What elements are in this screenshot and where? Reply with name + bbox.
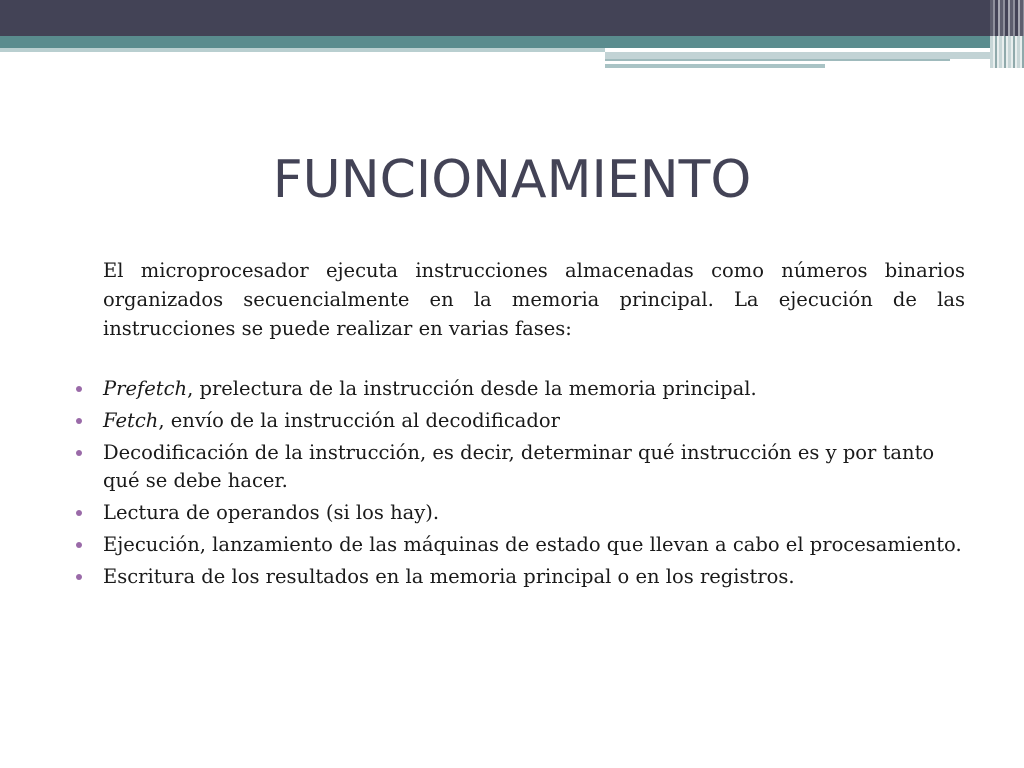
phase-list	[103, 375, 965, 595]
list-item	[103, 407, 965, 435]
header-bar-dark	[0, 0, 990, 36]
bullet-dot-icon	[76, 450, 82, 456]
list-item-italic: Prefetch	[103, 377, 188, 400]
header-stripes-dark	[990, 0, 1024, 36]
header-accent-line	[605, 59, 950, 61]
header-accent-bar	[605, 52, 990, 59]
list-item-text: Decodificación de la instrucción, es decir, determinar qué instrucción es y por tanto qué se debe hacer.	[103, 441, 935, 492]
bullet-dot-icon	[76, 418, 82, 424]
list-item	[103, 375, 965, 403]
list-item	[103, 531, 965, 559]
list-item-italic: Fetch	[103, 409, 159, 432]
bullet-dot-icon	[76, 542, 82, 548]
bullet-dot-icon	[76, 574, 82, 580]
intro-paragraph: El microprocesador ejecuta instrucciones almacenadas como números binarios organizados secuencialmente en la memoria principal. La ejecución de las instrucciones se puede realizar en varias fases:	[103, 259, 965, 340]
list-item-text: , envío de la instrucción al decodificador	[158, 409, 560, 432]
bullet-dot-icon	[76, 386, 82, 392]
bullet-dot-icon	[76, 510, 82, 516]
list-item-text: , prelectura de la instrucción desde la memoria principal.	[187, 377, 757, 400]
header-bar-light	[0, 48, 605, 52]
list-item	[103, 499, 965, 527]
list-item-text: Lectura de operandos (si los hay).	[103, 501, 440, 524]
list-item-text: Escritura de los resultados en la memoria principal o en los registros.	[103, 565, 795, 588]
list-item	[103, 439, 965, 495]
slide-title: FUNCIONAMIENTO	[272, 150, 752, 210]
header-bar-teal	[0, 36, 990, 48]
list-item	[103, 563, 965, 591]
header-accent-bar-short	[605, 64, 825, 68]
list-item-text: Ejecución, lanzamiento de las máquinas de estado que llevan a cabo el procesamiento.	[103, 533, 962, 556]
